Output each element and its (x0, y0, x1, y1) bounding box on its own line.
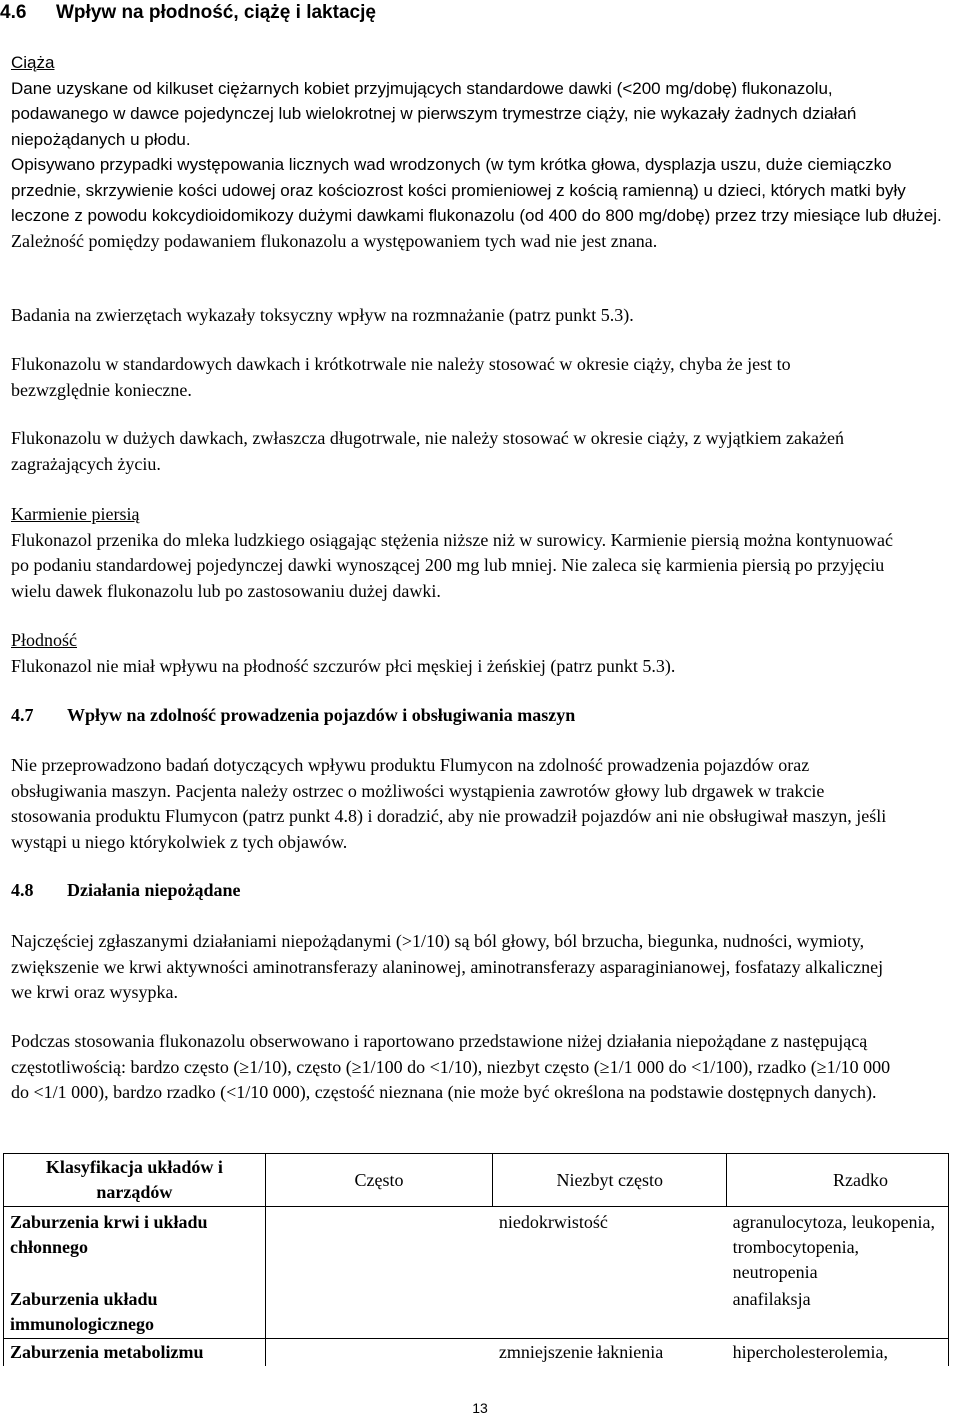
uncommon-cell (493, 1286, 727, 1339)
common-cell (265, 1339, 493, 1367)
section-4-7-heading (11, 705, 575, 726)
pregnancy-section (11, 50, 951, 254)
page-number: 13 (472, 1400, 488, 1416)
fertility-section (11, 628, 951, 679)
section-title: Wpływ na zdolność prowadzenia pojazdów i obsługiwania maszyn (67, 705, 576, 725)
uncommon-cell: zmniejszenie łaknienia (493, 1339, 727, 1367)
organ-class-cell: Zaburzenia krwi i układu chłonnego (4, 1207, 266, 1287)
table-row (4, 1339, 949, 1367)
section-4-8-paragraph-2 (11, 1029, 891, 1106)
fertility-heading: Płodność (11, 630, 78, 650)
section-4-7-text: Nie przeprowadzono badań dotyczących wpływu produktu Flumycon na zdolność prowadzenia pojazdów oraz obsługiwania maszyn. Pacjenta należy ostrzec o możliwości wystąpienia zawrotów głowy lub drgawek w trakcie stosowania produktu Flumycon (patrz punkt 4.8) i doradzić, aby nie prowadził pojazdów ani nie obsługiwał maszyn, jeśli wystąpi u niego którykolwiek z tych objawów. (11, 755, 887, 852)
rare-cell: anafilaksja (727, 1286, 949, 1339)
section-4-6-heading (0, 2, 376, 24)
header-rare: Rzadko (727, 1154, 949, 1207)
high-dose-paragraph (11, 426, 851, 477)
organ-class-cell: Zaburzenia metabolizmu (4, 1339, 266, 1367)
pregnancy-paragraph-2a: Opisywano przypadki występowania licznych wad wrodzonych (w tym krótka głowa, dysplazja uszu, duże ciemiączko przednie, skrzywienie kości udowej oraz kościozrost kości promieniowej z kością ramienną) u dzieci, których matki były leczone z powodu kokcydioidomikozy dużymi dawkami flukonazolu (od 400 do 800 mg/dobę) przez trzy miesiące lub dłużej. (11, 155, 942, 225)
pregnancy-paragraph-2b: Zależność pomiędzy podawaniem flukonazolu a występowaniem tych wad nie jest znana. (11, 230, 658, 251)
common-cell (265, 1286, 493, 1339)
high-dose-text: Flukonazolu w dużych dawkach, zwłaszcza długotrwale, nie należy stosować w okresie ciąży, z wyjątkiem zakażeń zagrażających życiu. (11, 428, 844, 474)
section-4-8-heading (11, 880, 241, 901)
uncommon-cell: niedokrwistość (493, 1207, 727, 1287)
common-cell (265, 1207, 493, 1287)
standard-dose-paragraph (11, 352, 891, 403)
adr-summary-text: Najczęściej zgłaszanymi działaniami niepożądanymi (>1/10) są ból głowy, ból brzucha, biegunka, nudności, wymioty, zwiększenie we krwi aktywności aminotransferazy alaninowej, aminotransferazy asparaginianowej, fosfatazy alkalicznej we krwi oraz wysypka. (11, 931, 884, 1002)
section-title: Wpływ na płodność, ciążę i laktację (56, 2, 376, 23)
rare-cell: agranulocytoza, leukopenia, trombocytopenia, neutropenia (727, 1207, 949, 1287)
animal-studies-text: Badania na zwierzętach wykazały toksyczny wpływ na rozmnażanie (patrz punkt 5.3). (11, 305, 634, 325)
section-4-8-paragraph-1 (11, 929, 891, 1006)
standard-dose-text: Flukonazolu w standardowych dawkach i krótkotrwale nie należy stosować w okresie ciąży, chyba że jest to bezwzględnie konieczne. (11, 354, 791, 400)
table-row (4, 1286, 949, 1339)
pregnancy-heading: Ciąża (11, 53, 55, 72)
pregnancy-paragraph-1: Dane uzyskane od kilkuset ciężarnych kobiet przyjmujących standardowe dawki (<200 mg/dobę) flukonazolu, podawanego w dawce pojedynczej lub wielokrotnej w pierwszym trymestrze ciąży, nie wykazały żadnych działań niepożądanych u płodu. (11, 78, 857, 149)
header-common: Często (265, 1154, 493, 1207)
breastfeeding-text: Flukonazol przenika do mleka ludzkiego osiągając stężenia niższe niż w surowicy. Karmienie piersią można kontynuować po podaniu standardowej pojedynczej dawki wynoszącej 200 mg lub mniej. Nie zaleca się karmienia piersią po przyjęciu wielu dawek flukonazolu lub po zastosowaniu dużej dawki. (11, 529, 894, 601)
organ-class-cell: Zaburzenia układu immunologicznego (4, 1286, 266, 1339)
section-title: Działania niepożądane (67, 880, 241, 900)
adverse-reactions-table (3, 1153, 949, 1366)
animal-studies-paragraph (11, 303, 951, 329)
section-number: 4.6 (0, 2, 27, 23)
header-organ-class: Klasyfikacja układów i narządów (4, 1154, 266, 1207)
header-uncommon: Niezbyt często (493, 1154, 727, 1207)
section-number: 4.7 (11, 705, 34, 725)
table-row (4, 1207, 949, 1287)
breastfeeding-heading: Karmienie piersią (11, 504, 140, 524)
breastfeeding-section (11, 502, 901, 604)
section-4-7-paragraph (11, 753, 891, 855)
section-number: 4.8 (11, 880, 34, 900)
fertility-text: Flukonazol nie miał wpływu na płodność szczurów płci męskiej i żeńskiej (patrz punkt 5.3). (11, 655, 676, 676)
table-header-row (4, 1154, 949, 1207)
pregnancy-paragraph-2 (11, 152, 946, 254)
frequency-definition-text: Podczas stosowania flukonazolu obserwowano i raportowano przedstawione niżej działania niepożądane z następującą częstotliwością: bardzo często (≥1/10), często (≥1/100 do <1/10), niezbyt często (≥1/1 000 do <1/100), rzadko (≥1/10 000 do <1/1 000), bardzo rzadko (<1/10 000), częstość nieznana (nie może być określona na podstawie dostępnych danych). (11, 1031, 891, 1102)
rare-cell: hipercholesterolemia, (727, 1339, 949, 1367)
